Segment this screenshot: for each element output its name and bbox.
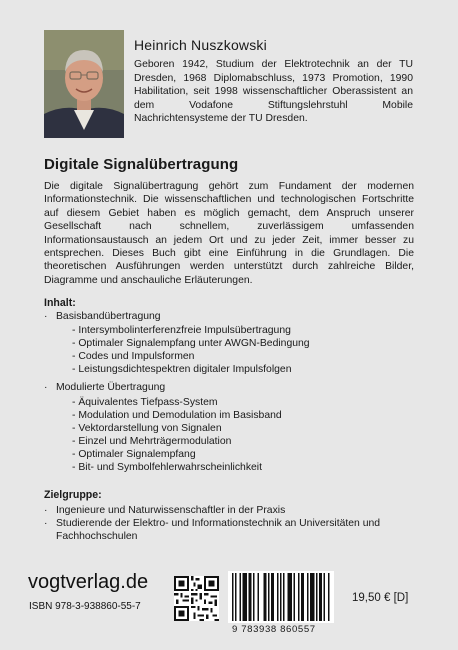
list-item: - Codes und Impulsformen xyxy=(72,351,195,362)
list-item: - Vektordarstellung von Signalen xyxy=(72,423,222,434)
list-item: - Optimaler Signalempfang unter AWGN-Bedingung xyxy=(72,338,310,349)
list-item: - Leistungsdichtespektren digitaler Impulsfolgen xyxy=(72,364,292,375)
bullet-icon: · xyxy=(44,382,48,393)
barcode-number: 9 783938 860557 xyxy=(232,624,316,635)
list-item: - Einzel und Mehrträgermodulation xyxy=(72,436,232,447)
section-title: Modulierte Übertragung xyxy=(56,382,166,393)
list-item: Fachhochschulen xyxy=(56,531,138,542)
list-item xyxy=(44,518,380,529)
audience-heading: Zielgruppe: xyxy=(44,489,102,501)
list-item: - Intersymbolinterferenzfreie Impulsübertragung xyxy=(72,325,291,336)
list-item: - Modulation und Demodulation im Basisband xyxy=(72,410,282,421)
list-item xyxy=(44,311,161,322)
book-description: Die digitale Signalübertragung gehört zum Fundament der modernen Informationstechnik. Die wissenschaftlichen und technologischen Fortschritte auf diesem Gebiet haben es möglich gemacht, dem Anspruch unserer Gesellschaft nach schnellem, zuverlässigem umfassenden Informationsaustausch an jedem Ort und zu jeder Zeit, immer besser zu entsprechen. Dieses Buch gibt eine Einführung in die Grundlagen. Die theoretischen Ausführungen werden unterstützt durch zahlreiche Bilder, Diagramme und anschauliche Erläuterungen. xyxy=(44,181,414,286)
bullet-icon: · xyxy=(44,518,48,529)
audience-item: Studierende der Elektro- und Informationstechnik an Universitäten und xyxy=(56,518,381,529)
author-bio: Geboren 1942, Studium der Elektrotechnik an der TU Dresden, 1968 Diplomabschluss, 1973 Promotion, 1990 Habilitation, seit 1998 wissenschaftlicher Oberassistent an dem Vodafone Stiftungslehrstuhl Mobile Nachrichtensysteme der TU Dresden. xyxy=(134,59,413,124)
publisher-website: vogtverlag.de xyxy=(28,571,149,593)
list-item xyxy=(44,382,165,393)
author-name: Heinrich Nuszkowski xyxy=(134,37,267,53)
list-item xyxy=(44,505,285,516)
bullet-icon: · xyxy=(44,311,48,322)
bullet-icon: · xyxy=(44,505,48,516)
section-title: Basisbandübertragung xyxy=(56,311,161,322)
list-item: - Bit- und Symbolfehlerwahrscheinlichkeit xyxy=(72,462,262,473)
qr-code-icon xyxy=(174,576,219,621)
price: 19,50 € [D] xyxy=(352,592,409,604)
contents-heading: Inhalt: xyxy=(44,297,76,309)
isbn: ISBN 978-3-938860-55-7 xyxy=(29,601,141,612)
author-photo xyxy=(44,30,124,138)
list-item: - Äquivalentes Tiefpass-System xyxy=(72,397,218,408)
list-item: - Optimaler Signalempfang xyxy=(72,449,196,460)
audience-item: Ingenieure und Naturwissenschaftler in der Praxis xyxy=(56,505,286,516)
book-title: Digitale Signalübertragung xyxy=(44,156,239,173)
barcode-icon xyxy=(228,571,334,623)
